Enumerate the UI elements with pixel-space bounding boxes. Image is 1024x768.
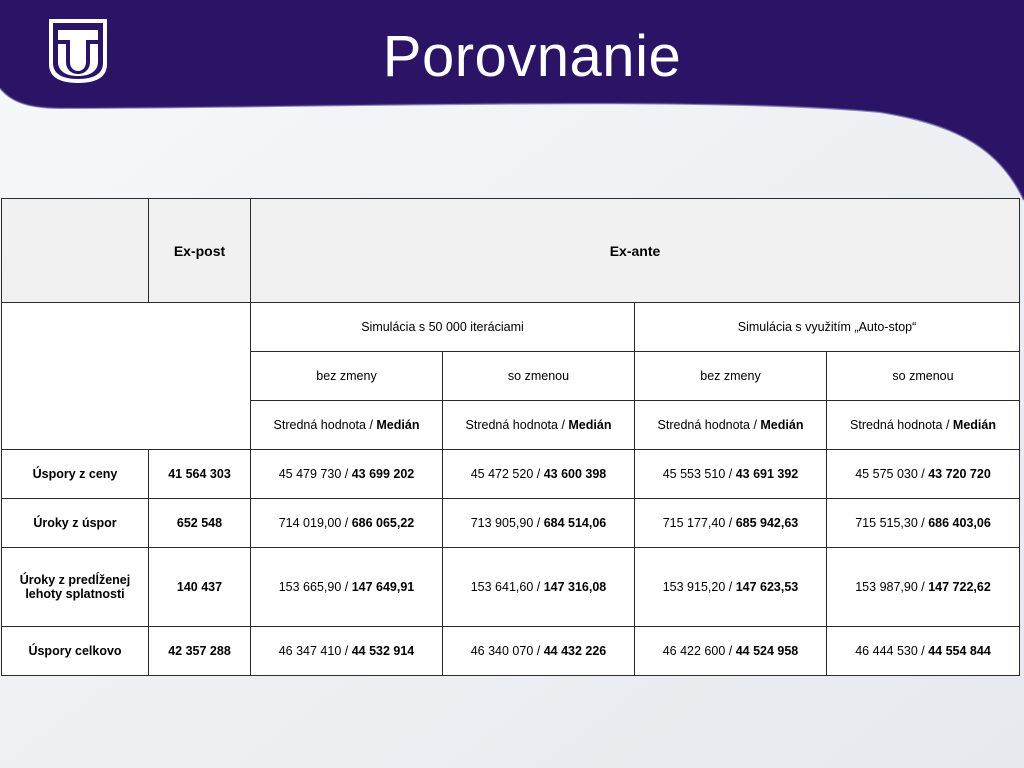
value-cell (251, 627, 443, 676)
value-cell (827, 499, 1020, 548)
ex-post-value: 140 437 (149, 548, 251, 627)
mean-value: 715 515,30 / (855, 516, 929, 530)
stat-header (635, 401, 827, 450)
page-title: Porovnanie (382, 24, 682, 89)
value-cell (635, 499, 827, 548)
median-value: 147 649,91 (351, 580, 415, 594)
stat-prefix: Stredná hodnota / (273, 418, 377, 432)
row-label: Úroky z úspor (2, 499, 149, 548)
value-cell (635, 548, 827, 627)
value-cell (443, 627, 635, 676)
value-cell (251, 499, 443, 548)
median-value: 43 699 202 (351, 467, 415, 481)
value-cell (827, 450, 1020, 499)
variant-header: bez zmeny (635, 352, 827, 401)
median-value: 44 554 844 (928, 644, 991, 658)
table-row (2, 627, 1020, 676)
comparison-table (1, 198, 1020, 676)
median-value: 43 720 720 (928, 467, 991, 481)
table-row (2, 548, 1020, 627)
simulation-header-row (2, 303, 1020, 352)
row-label: Úspory z ceny (2, 450, 149, 499)
median-value: 44 524 958 (735, 644, 799, 658)
mean-value: 46 347 410 / (278, 644, 352, 658)
value-cell (251, 548, 443, 627)
stat-prefix: Stredná hodnota / (465, 418, 569, 432)
empty-corner-cell (2, 199, 149, 303)
ex-post-header: Ex-post (149, 199, 251, 303)
stat-header (827, 401, 1020, 450)
median-value: 147 623,53 (735, 580, 799, 594)
median-value: 147 316,08 (543, 580, 607, 594)
variant-header: so zmenou (443, 352, 635, 401)
median-value: 684 514,06 (543, 516, 607, 530)
mean-value: 713 905,90 / (470, 516, 544, 530)
value-cell (635, 450, 827, 499)
value-cell (443, 499, 635, 548)
header-row (2, 199, 1020, 303)
median-value: 43 600 398 (543, 467, 607, 481)
stat-prefix: Stredná hodnota / (657, 418, 761, 432)
value-cell (443, 548, 635, 627)
value-cell (635, 627, 827, 676)
mean-value: 46 444 530 / (855, 644, 929, 658)
stat-bold: Medián (376, 418, 420, 432)
stat-header (251, 401, 443, 450)
stat-bold: Medián (952, 418, 996, 432)
row-label: Úspory celkovo (2, 627, 149, 676)
value-cell (443, 450, 635, 499)
ex-post-value: 652 548 (149, 499, 251, 548)
variant-header: bez zmeny (251, 352, 443, 401)
stat-header (443, 401, 635, 450)
variant-header: so zmenou (827, 352, 1020, 401)
mean-value: 46 422 600 / (662, 644, 736, 658)
mean-value: 714 019,00 / (278, 516, 352, 530)
value-cell (827, 627, 1020, 676)
stat-prefix: Stredná hodnota / (850, 418, 953, 432)
median-value: 685 942,63 (735, 516, 799, 530)
value-cell (827, 548, 1020, 627)
median-value: 686 403,06 (928, 516, 991, 530)
mean-value: 45 479 730 / (278, 467, 352, 481)
median-value: 686 065,22 (351, 516, 415, 530)
value-cell (251, 450, 443, 499)
mean-value: 45 472 520 / (470, 467, 544, 481)
table-row (2, 499, 1020, 548)
mean-value: 46 340 070 / (470, 644, 544, 658)
table-row (2, 450, 1020, 499)
median-value: 44 532 914 (351, 644, 415, 658)
mean-value: 45 553 510 / (662, 467, 736, 481)
mean-value: 153 641,60 / (470, 580, 544, 594)
median-value: 147 722,62 (928, 580, 991, 594)
sim-50k-header: Simulácia s 50 000 iteráciami (251, 303, 635, 352)
row-label: Úroky z predĺženej lehoty splatnosti (2, 548, 149, 627)
median-value: 44 432 226 (543, 644, 607, 658)
ex-post-value: 42 357 288 (149, 627, 251, 676)
stat-bold: Medián (568, 418, 612, 432)
mean-value: 715 177,40 / (662, 516, 736, 530)
mean-value: 153 665,90 / (278, 580, 352, 594)
mean-value: 153 987,90 / (855, 580, 929, 594)
mean-value: 45 575 030 / (855, 467, 929, 481)
ex-ante-header: Ex-ante (251, 199, 1020, 303)
empty-label-cell (2, 303, 251, 450)
stat-bold: Medián (760, 418, 804, 432)
ex-post-value: 41 564 303 (149, 450, 251, 499)
mean-value: 153 915,20 / (662, 580, 736, 594)
sim-auto-header: Simulácia s využitím „Auto-stop“ (635, 303, 1020, 352)
median-value: 43 691 392 (735, 467, 799, 481)
